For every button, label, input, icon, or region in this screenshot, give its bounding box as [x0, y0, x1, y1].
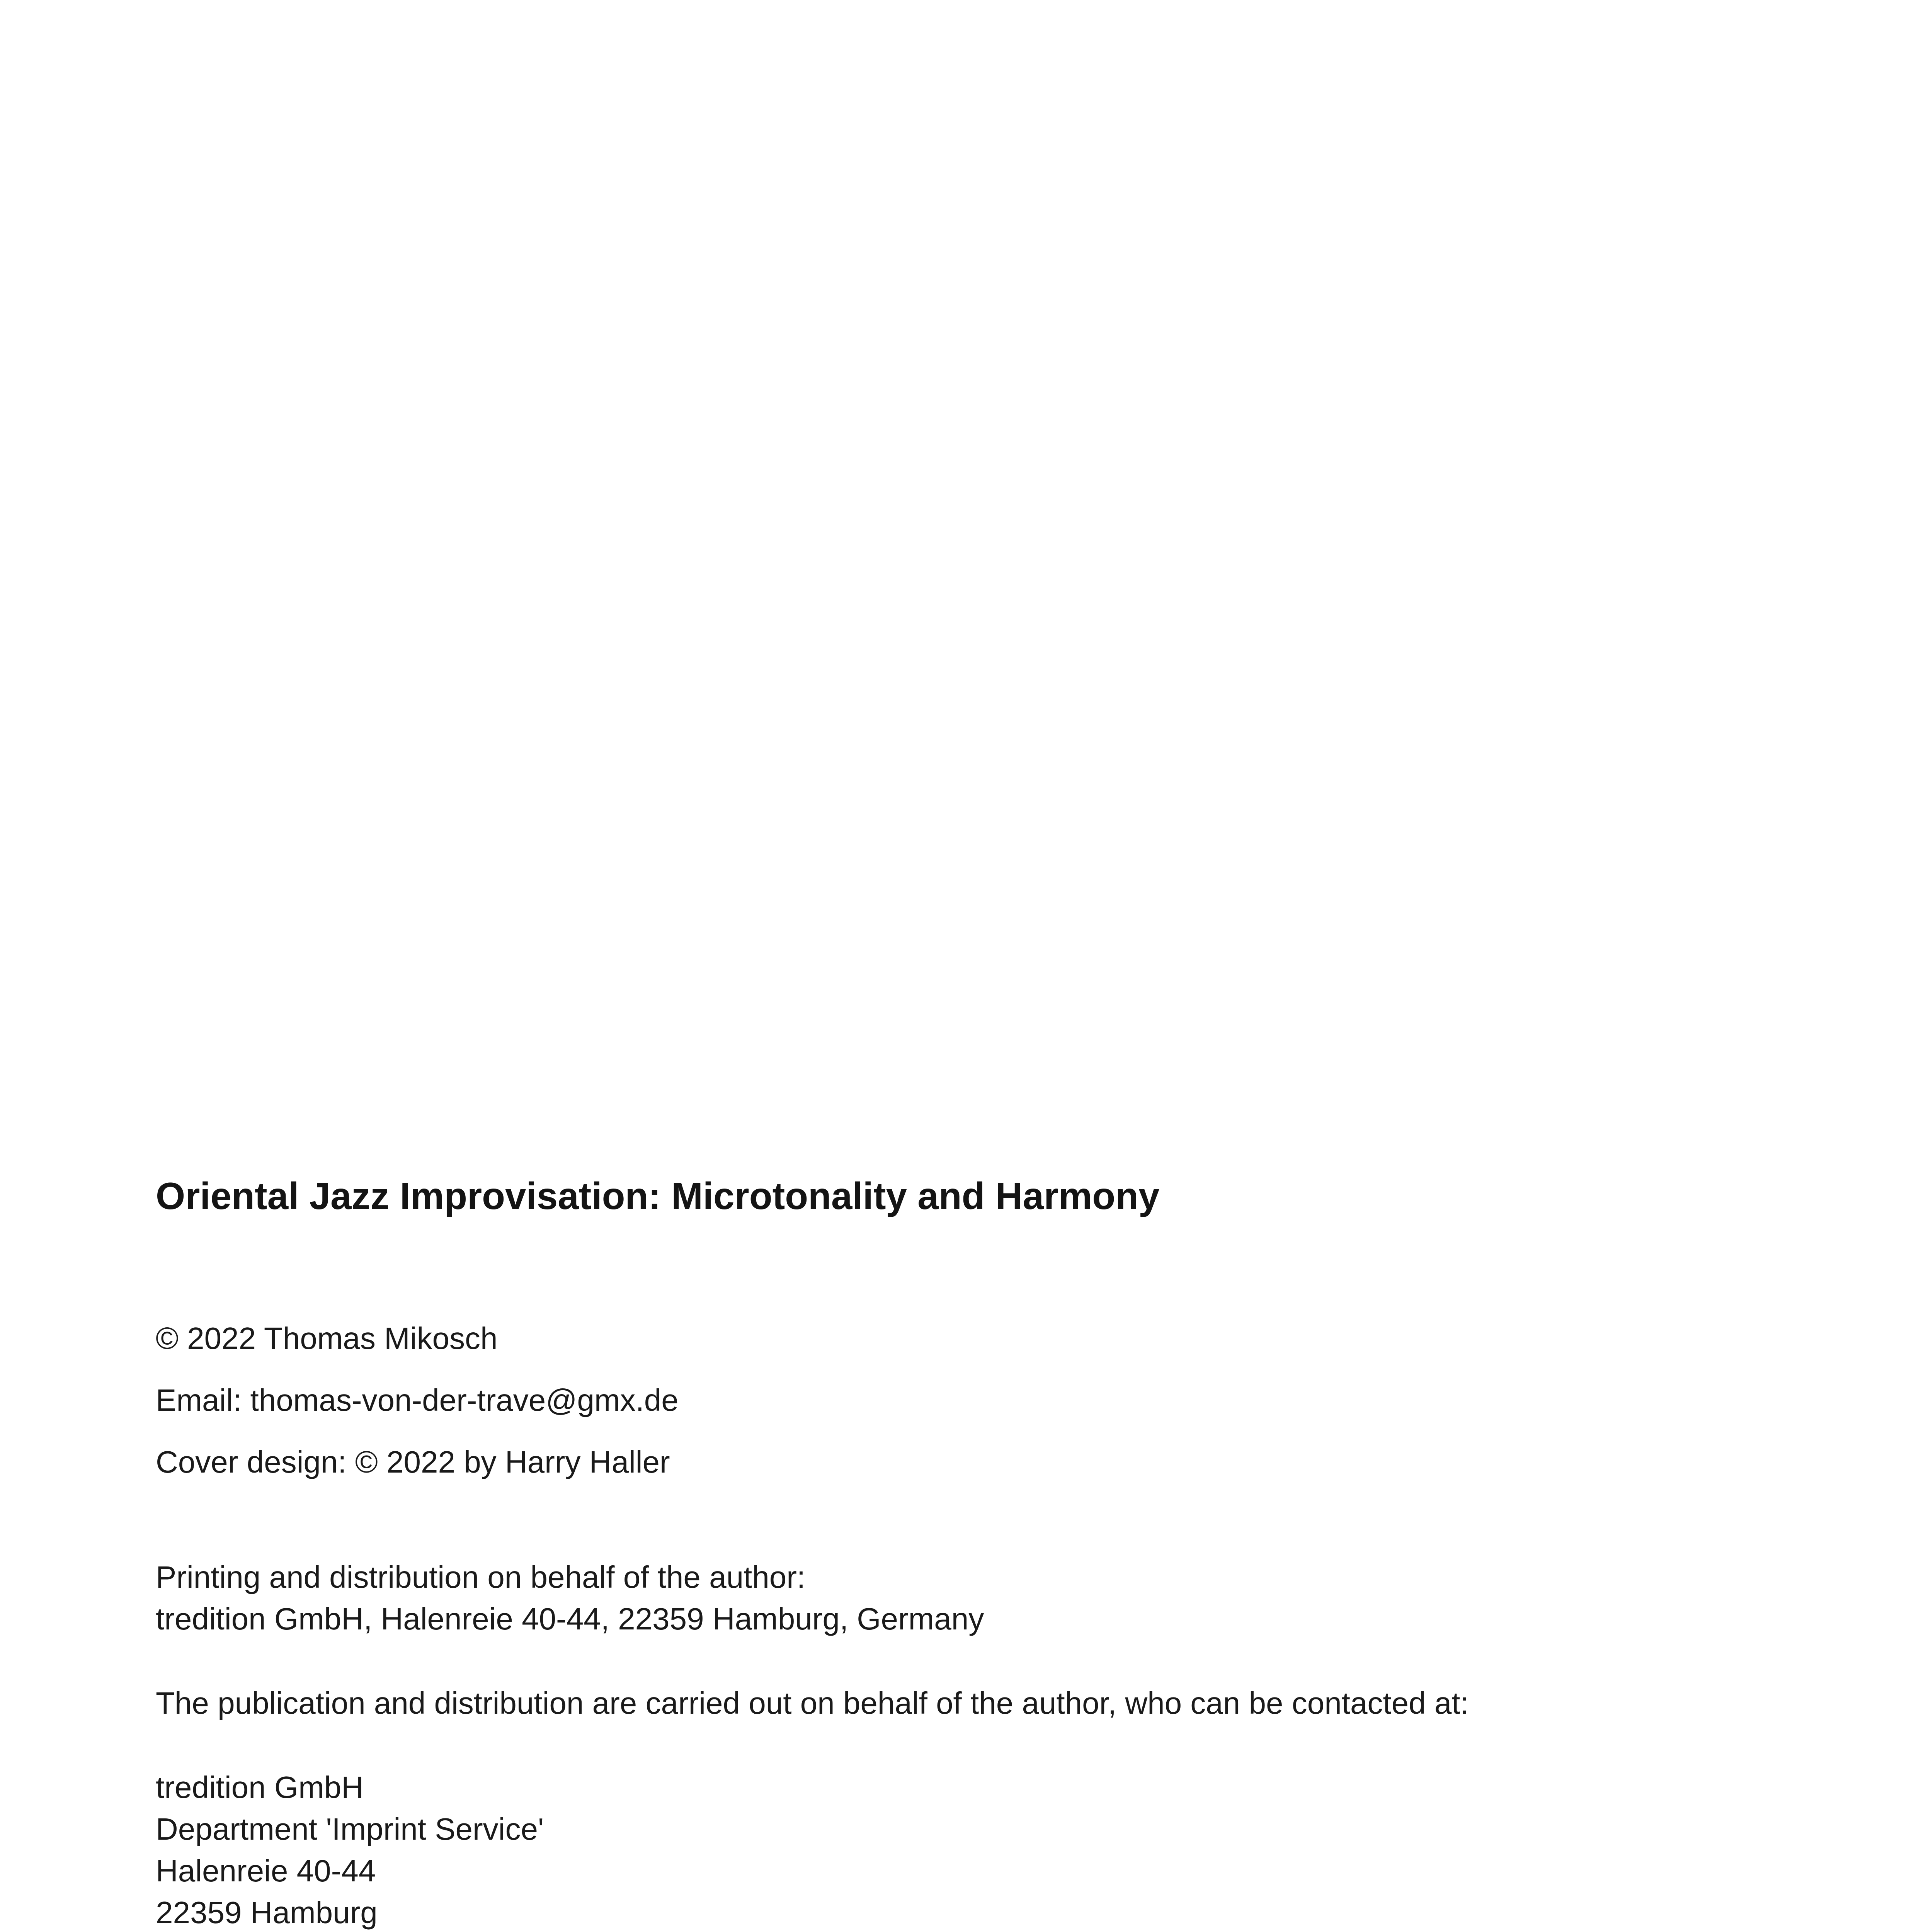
imprint-block — [156, 1171, 1759, 1932]
publication-note: The publication and distribution are carried out on behalf of the author, who can be contacted at: — [156, 1686, 1469, 1720]
address-street: Halenreie 40-44 — [156, 1854, 376, 1888]
book-title: Oriental Jazz Improvisation: Microtonality and Harmony — [156, 1175, 1160, 1217]
address-department: Department 'Imprint Service' — [156, 1812, 544, 1846]
cover-design-credit: Cover design: © 2022 by Harry Haller — [156, 1445, 670, 1479]
printing-distribution — [156, 1556, 1759, 1640]
printing-line-2: tredition GmbH, Halenreie 40-44, 22359 Hamburg, Germany — [156, 1602, 984, 1636]
printing-line-1: Printing and distribution on behalf of the author: — [156, 1560, 806, 1594]
copyright-line: © 2022 Thomas Mikosch — [156, 1321, 498, 1355]
contact-address — [156, 1767, 1759, 1932]
author-email: Email: thomas-von-der-trave@gmx.de — [156, 1383, 679, 1417]
address-company: tredition GmbH — [156, 1770, 364, 1804]
address-city: 22359 Hamburg — [156, 1895, 378, 1930]
